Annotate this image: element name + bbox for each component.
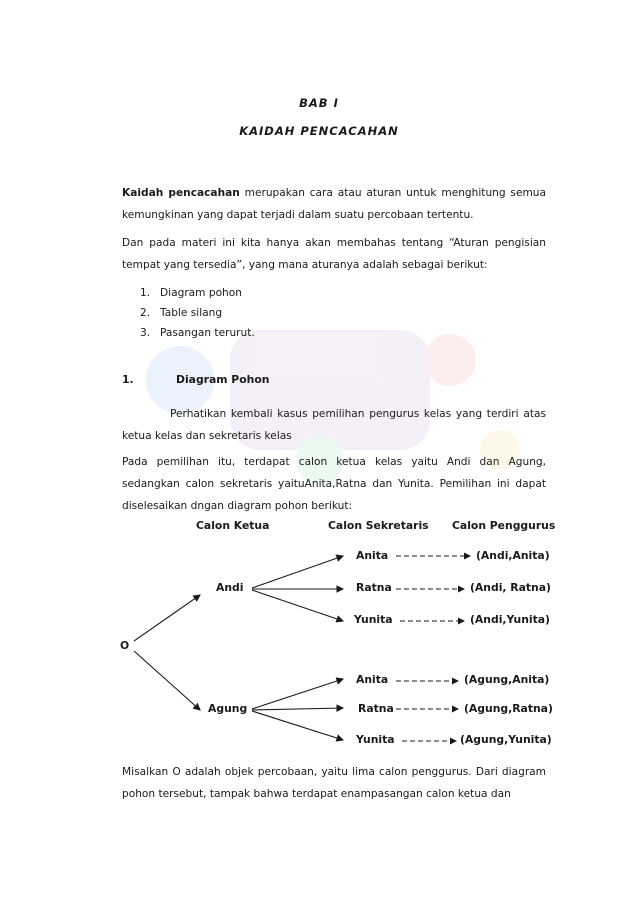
tree-root: O: [120, 639, 130, 652]
branch-agung-yunita: [252, 711, 343, 740]
chapter-title: KAIDAH PENCACAHAN: [239, 124, 399, 138]
section-heading: 1. Diagram Pohon: [122, 373, 270, 386]
tree-pair: (Agung,Anita): [464, 673, 550, 686]
tree-header-penggurus: Calon Penggurus: [452, 519, 556, 532]
tree-node-ketua: Agung: [208, 702, 248, 715]
tree-node-sekretaris: Ratna: [356, 581, 392, 594]
chapter-number: BAB I: [299, 96, 339, 110]
tree-node-sekretaris: Anita: [356, 549, 389, 562]
list-item: 1. Diagram pohon: [140, 287, 242, 299]
branch-andi-anita: [252, 556, 343, 588]
branch-agung-ratna: [252, 708, 343, 710]
closing-paragraph: Misalkan O adalah objek percobaan, yaitu lima calon penggurus. Dari diagram pohon tersebut, tampak bahwa terdapat enampasangan calon ketua dan: [122, 766, 546, 800]
tree-pair: (Andi,Yunita): [470, 613, 550, 626]
tree-node-sekretaris: Anita: [356, 673, 389, 686]
intro-definition: merupakan cara atau aturan untuk menghitung semua kemungkinan yang dapat terjadi dalam suatu percobaan tertentu.: [122, 187, 546, 221]
tree-pair: (Andi, Ratna): [470, 581, 551, 594]
branch-root-andi: [134, 595, 200, 641]
tree-node-sekretaris: Yunita: [354, 613, 393, 626]
tree-header-ketua: Calon Ketua: [196, 519, 270, 532]
tree-pair: (Agung,Ratna): [464, 702, 553, 715]
tree-node-sekretaris: Ratna: [358, 702, 394, 715]
tree-pair: (Andi,Anita): [476, 549, 550, 562]
tree-pair: (Agung,Yunita): [460, 733, 552, 746]
list-item: 3. Pasangan terurut.: [140, 327, 255, 339]
branch-root-agung: [134, 651, 200, 710]
section-paragraph-2: Pada pemilihan itu, terdapat calon ketua kelas yaitu Andi dan Agung, sedangkan calon sekretaris yaituAnita,Ratna dan Yunita. Pemilihan ini dapat diselesaikan dngan diagram pohon berikut:: [122, 456, 546, 512]
intro-paragraph-2: Dan pada materi ini kita hanya akan membahas tentang “Aturan pengisian tempat yang tersedia”, yang mana aturanya adalah sebagai berikut:: [122, 237, 546, 271]
list-item: 2. Table silang: [140, 307, 223, 319]
branch-andi-yunita: [252, 590, 343, 621]
section-paragraph-1: Perhatikan kembali kasus pemilihan pengurus kelas yang terdiri atas ketua kelas dan sekretaris kelas: [122, 408, 546, 442]
tree-header-sekretaris: Calon Sekretaris: [328, 519, 429, 532]
tree-node-sekretaris: Yunita: [356, 733, 395, 746]
intro-term: Kaidah pencacahan: [122, 187, 240, 199]
branch-agung-anita: [252, 679, 343, 709]
tree-node-ketua: Andi: [216, 581, 244, 594]
